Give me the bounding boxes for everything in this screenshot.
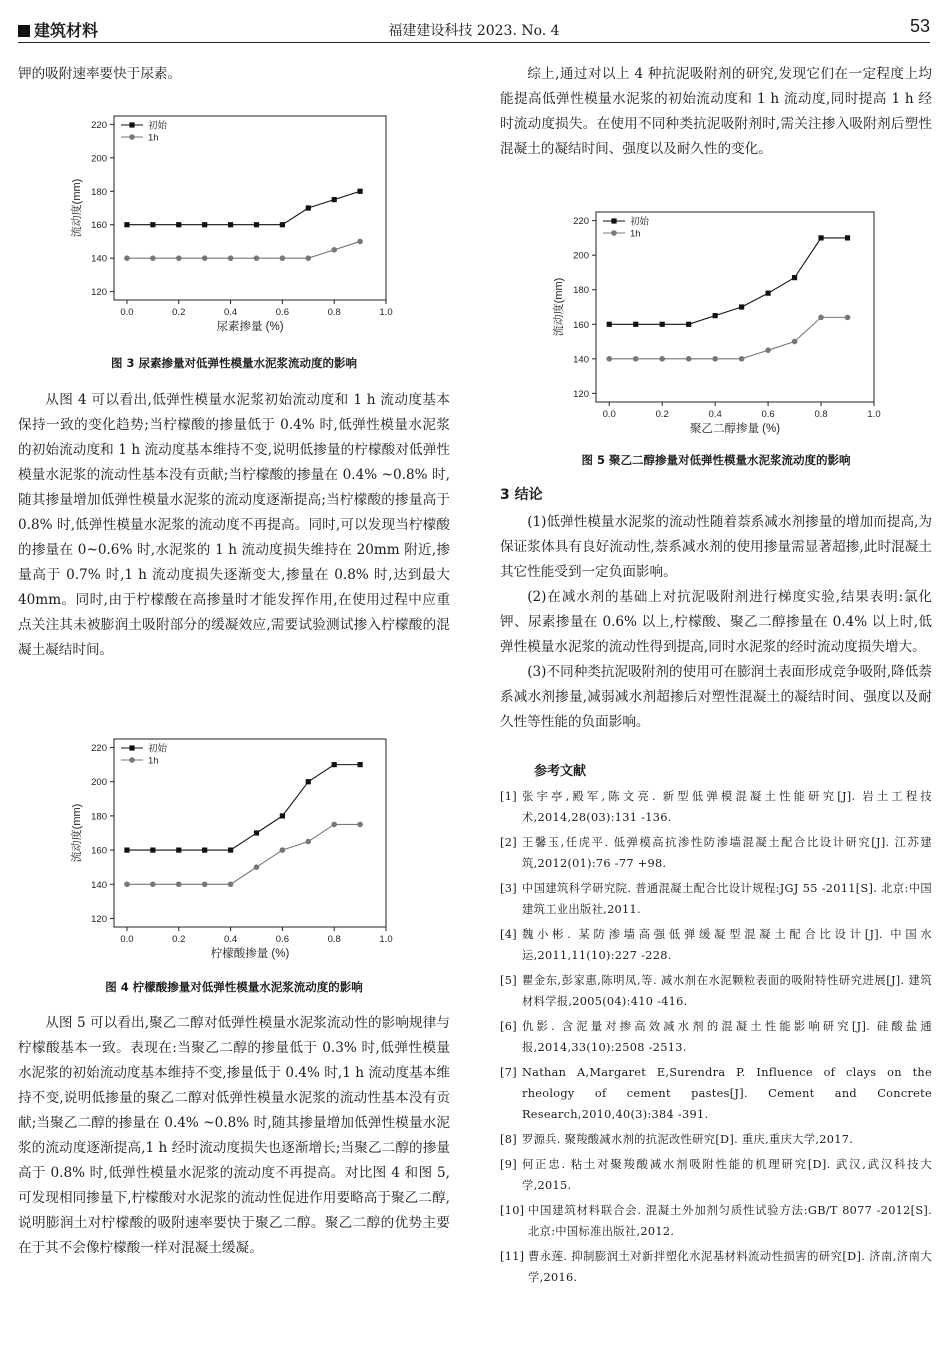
data-point-1h: [176, 881, 182, 887]
legend-label: 初始: [630, 216, 650, 228]
legend-label: 初始: [148, 120, 168, 132]
reference-text: 中国建筑材料联合会. 混凝土外加剂匀质性试验方法:GB/T 8077 -2012[S]. 北京:中国标准出版社,2012.: [528, 1204, 932, 1238]
data-point-1h: [254, 864, 260, 870]
y-tick-label: 220: [91, 119, 107, 131]
data-point-1h: [202, 255, 208, 261]
x-tick-label: 0.4: [708, 409, 722, 420]
plot-frame: [114, 116, 386, 300]
x-tick-label: 0.6: [275, 307, 289, 318]
section-label-text: 建筑材料: [34, 21, 99, 40]
data-point-1h: [357, 822, 363, 828]
plot-frame: [596, 212, 874, 402]
y-tick-label: 120: [573, 388, 589, 400]
series-line-1h: [127, 241, 360, 258]
y-tick-label: 180: [573, 285, 589, 297]
data-point-initial: [176, 222, 181, 227]
data-point-1h: [792, 339, 798, 345]
data-point-initial: [124, 847, 129, 852]
data-point-initial: [792, 275, 797, 280]
data-point-initial: [713, 313, 718, 318]
data-point-1h: [659, 356, 665, 362]
reference-item: [500, 924, 932, 966]
figure-4-chart: [66, 727, 396, 973]
reference-number: [7]: [500, 1066, 517, 1079]
x-tick-label: 0.4: [223, 934, 238, 945]
reference-number: [3]: [500, 882, 517, 895]
reference-number: [9]: [500, 1158, 517, 1171]
data-point-1h: [124, 255, 130, 261]
conclusion-1: (1)低弹性模量水泥浆的流动性随着萘系减水剂掺量的增加而提高,为保证浆体具有良好流动性,萘系减水剂的使用掺量需显著超掺,此时混凝土其它性能受到一定负面影响。: [500, 514, 932, 580]
reference-list: [500, 786, 932, 1292]
data-point-initial: [228, 222, 233, 227]
y-tick-label: 140: [573, 354, 589, 366]
data-point-initial: [686, 322, 691, 327]
reference-text: 张宇亭,殿军,陈文亮. 新型低弹模混凝土性能研究[J]. 岩土工程技术,2014,28(03):131 -136.: [522, 790, 932, 824]
figure-4-caption: 图 4 柠檬酸掺量对低弹性模量水泥浆流动度的影响: [105, 980, 363, 994]
data-point-initial: [818, 235, 823, 240]
left-text-bottom: [18, 1011, 450, 1261]
x-axis-label: 尿素掺量 (%): [216, 321, 284, 333]
data-point-initial: [150, 847, 155, 852]
y-tick-label: 180: [91, 186, 107, 198]
x-tick-label: 0.0: [602, 409, 616, 420]
reference-item: [500, 786, 932, 828]
data-point-initial: [660, 322, 665, 327]
reference-text: 瞿金东,彭家惠,陈明凤,等. 减水剂在水泥颗粒表面的吸附特性研究进展[J]. 建筑材料学报,2005(04):410 -416.: [522, 974, 932, 1008]
data-point-initial: [228, 847, 233, 852]
x-tick-label: 0.4: [223, 307, 238, 318]
data-point-1h: [124, 881, 130, 887]
figure-3: [66, 104, 396, 346]
reference-number: [8]: [500, 1133, 517, 1146]
paragraph: 钾的吸附速率要快于尿素。: [18, 66, 182, 82]
y-axis-label: 流动度(mm): [553, 277, 565, 337]
data-point-initial: [332, 197, 337, 202]
legend-marker-circle: [611, 230, 617, 236]
legend-label: 初始: [148, 743, 168, 755]
x-tick-label: 0.2: [172, 307, 186, 318]
data-point-1h: [765, 347, 771, 353]
data-point-1h: [633, 356, 639, 362]
y-tick-label: 180: [91, 811, 107, 823]
x-tick-label: 1.0: [379, 934, 393, 945]
page-header: [18, 18, 930, 43]
y-tick-label: 200: [91, 777, 107, 789]
data-point-1h: [712, 356, 718, 362]
x-tick-label: 0.2: [655, 409, 669, 420]
data-point-initial: [357, 762, 362, 767]
reference-item: [500, 970, 932, 1012]
reference-text: Nathan A,Margaret E,Surendra P. Influence of clays on the rheology of cement pastes[J]. Cement and Concrete Research,2010,40(3):384 -391.: [522, 1066, 932, 1121]
y-tick-label: 200: [573, 250, 589, 262]
data-point-initial: [739, 304, 744, 309]
reference-item: [500, 1016, 932, 1058]
conclusions: [500, 510, 932, 735]
right-text-top: [500, 62, 932, 162]
section-heading: 3 结论: [500, 487, 543, 503]
reference-item: [500, 1062, 932, 1125]
data-point-1h: [606, 356, 612, 362]
data-point-1h: [280, 255, 286, 261]
data-point-initial: [254, 830, 259, 835]
y-tick-label: 220: [91, 743, 107, 755]
reference-text: 王馨玉,任虎平. 低弹模高抗渗性防渗墙混凝土配合比设计研究[J]. 江苏建筑,2012(01):76 -77 +98.: [522, 836, 932, 870]
series-line-1h: [127, 824, 360, 884]
figure-5-chart: [548, 200, 884, 448]
x-tick-label: 1.0: [867, 409, 881, 420]
reference-text: 何正忠. 粘土对聚羧酸减水剂吸附性能的机理研究[D]. 武汉,武汉科技大学,2015.: [522, 1158, 932, 1192]
legend-marker-square: [129, 745, 134, 750]
reference-item: [500, 832, 932, 874]
y-axis-label: 流动度(mm): [71, 178, 83, 238]
reference-number: [6]: [500, 1020, 517, 1033]
figure-3-caption: 图 3 尿素掺量对低弹性模量水泥浆流动度的影响: [110, 356, 357, 370]
reference-number: [1]: [500, 790, 517, 803]
reference-number: [4]: [500, 928, 517, 941]
y-tick-label: 160: [91, 845, 107, 857]
data-point-1h: [150, 255, 156, 261]
legend-marker-square: [129, 122, 134, 127]
data-point-1h: [254, 255, 260, 261]
legend-label: 1h: [148, 132, 159, 144]
y-tick-label: 160: [91, 220, 107, 232]
conclusion-2: (2)在减水剂的基础上对抗泥吸附剂进行梯度实验,结果表明:氯化钾、尿素掺量在 0.6% 以上,柠檬酸、聚乙二醇掺量在 0.4% 以上时,低弹性模量水泥浆的流动性得到提高,同时水泥浆的经时流动度损失增大。: [500, 589, 932, 655]
y-axis-label: 流动度(mm): [71, 803, 83, 863]
series-line-initial: [127, 765, 360, 850]
data-point-initial: [607, 322, 612, 327]
x-tick-label: 0.2: [172, 934, 186, 945]
y-tick-label: 200: [91, 153, 107, 165]
data-point-1h: [176, 255, 182, 261]
data-point-initial: [124, 222, 129, 227]
data-point-1h: [331, 247, 337, 253]
x-tick-label: 1.0: [379, 307, 393, 318]
figure-5: [548, 200, 884, 448]
y-tick-label: 220: [573, 216, 589, 228]
reference-number: [11]: [500, 1250, 525, 1263]
x-tick-label: 0.8: [327, 934, 341, 945]
reference-item: [500, 1246, 932, 1288]
x-tick-label: 0.0: [120, 934, 134, 945]
data-point-1h: [202, 881, 208, 887]
left-text-middle: [18, 388, 450, 663]
data-point-1h: [818, 315, 824, 321]
reference-text: 魏小彬. 某防渗墙高强低弹缓凝型混凝土配合比设计[J]. 中国水运,2011,11(10):227 -228.: [522, 928, 932, 962]
y-tick-label: 120: [91, 287, 107, 299]
data-point-initial: [254, 222, 259, 227]
data-point-1h: [845, 315, 851, 321]
data-point-1h: [357, 239, 363, 245]
data-point-1h: [280, 847, 286, 853]
data-point-1h: [739, 356, 745, 362]
reference-text: 中国建筑科学研究院. 普通混凝土配合比设计规程:JGJ 55 -2011[S]. 北京:中国建筑工业出版社,2011.: [522, 882, 932, 916]
data-point-initial: [176, 847, 181, 852]
x-tick-label: 0.0: [120, 307, 134, 318]
data-point-initial: [202, 847, 207, 852]
left-text-top: [18, 62, 450, 87]
y-tick-label: 140: [91, 253, 107, 265]
data-point-initial: [845, 235, 850, 240]
x-tick-label: 0.8: [814, 409, 828, 420]
figure-4: [66, 727, 396, 973]
reference-item: [500, 1129, 932, 1150]
reference-number: [10]: [500, 1204, 525, 1217]
y-tick-label: 140: [91, 879, 107, 891]
data-point-1h: [305, 255, 311, 261]
paragraph: 综上,通过对以上 4 种抗泥吸附剂的研究,发现它们在一定程度上均能提高低弹性模量水泥浆的初始流动度和 1 h 流动度,同时提高 1 h 经时流动度损失。在使用不同种类抗泥吸附剂时,需关注掺入吸附剂后塑性混凝土的凝结时间、强度以及耐久性的变化。: [500, 66, 932, 157]
x-tick-label: 0.6: [761, 409, 775, 420]
plot-frame: [114, 739, 386, 927]
data-point-initial: [306, 779, 311, 784]
legend-label: 1h: [148, 755, 159, 767]
x-tick-label: 0.6: [275, 934, 289, 945]
reference-number: [2]: [500, 836, 517, 849]
reference-item: [500, 878, 932, 920]
references-heading: 参考文献: [534, 764, 587, 779]
data-point-1h: [305, 839, 311, 845]
data-point-initial: [332, 762, 337, 767]
figure-5-caption: 图 5 聚乙二醇掺量对低弹性模量水泥浆流动度的影响: [581, 453, 851, 467]
legend-label: 1h: [630, 228, 641, 240]
data-point-1h: [686, 356, 692, 362]
reference-text: 罗源兵. 聚羧酸减水剂的抗泥改性研究[D]. 重庆,重庆大学,2017.: [522, 1133, 854, 1146]
series-line-initial: [609, 238, 847, 324]
paragraph: 从图 4 可以看出,低弹性模量水泥浆初始流动度和 1 h 流动度基本保持一致的变化趋势;当柠檬酸的掺量低于 0.4% 时,低弹性模量水泥浆的初始流动度和 1 h 流动度基本维持不变,说明低掺量的柠檬酸对低弹性模量水泥浆的流动性基本没有贡献;当柠檬酸的掺量在 0.4% ~0.8% 时,随其掺量增加低弹性模量水泥浆的流动度逐渐提高;当柠檬酸的掺量高于 0.8% 时,低弹性模量水泥浆的流动度不再提高。同时,可以发现当柠檬酸的掺量在 0~0.6% 时,水泥浆的 1 h 流动度损失维持在 20mm 附近,掺量高于 0.7% 时,1 h 流动度损失逐渐变大,掺量在 0.8% 时,达到最大 40mm。同时,由于柠檬酸在高掺量时才能发挥作用,在使用过程中应重点关注其未被膨润土吸附部分的缓凝效应,需要试验测试掺入柠檬酸的混凝土凝结时间。: [18, 392, 450, 658]
data-point-initial: [280, 222, 285, 227]
x-tick-label: 0.8: [327, 307, 341, 318]
conclusion-3: (3)不同种类抗泥吸附剂的使用可在膨润土表面形成竞争吸附,降低萘系减水剂掺量,减弱减水剂超掺后对塑性混凝土的凝结时间、强度以及耐久性等性能的负面影响。: [500, 664, 932, 730]
reference-item: [500, 1200, 932, 1242]
page-number: 53: [909, 16, 930, 36]
x-axis-label: 柠檬酸掺量 (%): [210, 948, 290, 960]
data-point-1h: [228, 881, 234, 887]
legend-marker-square: [611, 218, 616, 223]
data-point-initial: [633, 322, 638, 327]
series-line-1h: [609, 317, 847, 358]
reference-item: [500, 1154, 932, 1196]
data-point-initial: [306, 205, 311, 210]
journal-title: 福建建设科技 2023. No. 4: [388, 23, 560, 39]
legend-marker-circle: [129, 134, 135, 140]
legend-marker-circle: [129, 757, 135, 763]
reference-text: 曹永莲. 抑制膨润土对新拌塑化水泥基材料流动性损害的研究[D]. 济南,济南大学,2016.: [528, 1250, 932, 1284]
series-line-initial: [127, 191, 360, 224]
data-point-initial: [357, 189, 362, 194]
y-tick-label: 120: [91, 913, 107, 925]
data-point-initial: [765, 291, 770, 296]
reference-text: 仇影. 含泥量对掺高效减水剂的混凝土性能影响研究[J]. 硅酸盐通报,2014,33(10):2508 -2513.: [522, 1020, 932, 1054]
y-tick-label: 160: [573, 319, 589, 331]
data-point-initial: [202, 222, 207, 227]
figure-3-chart: [66, 104, 396, 346]
data-point-initial: [280, 813, 285, 818]
paragraph: 从图 5 可以看出,聚乙二醇对低弹性模量水泥浆流动性的影响规律与柠檬酸基本一致。表现在:当聚乙二醇的掺量低于 0.3% 时,低弹性模量水泥浆的初始流动度基本维持不变,掺量低于 0.4% 时,1 h 流动度基本维持不变,说明低掺量的聚乙二醇对低弹性模量水泥浆的流动性基本没有贡献;当聚乙二醇的掺量在 0.4% ~0.8% 时,随其掺量增加低弹性模量水泥浆的流动度逐渐提高,1 h 经时流动度损失也逐渐增长;当聚乙二醇的掺量高于 0.8% 时,低弹性模量水泥浆的流动度不再提高。对比图 4 和图 5,可发现相同掺量下,柠檬酸对水泥浆的流动性促进作用要略高于聚乙二醇,说明膨润土对柠檬酸的吸附速率要快于聚乙二醇。聚乙二醇的优势主要在于其不会像柠檬酸一样对混凝土缓凝。: [18, 1015, 450, 1256]
data-point-1h: [331, 822, 337, 828]
data-point-initial: [150, 222, 155, 227]
data-point-1h: [228, 255, 234, 261]
data-point-1h: [150, 881, 156, 887]
x-axis-label: 聚乙二醇掺量 (%): [689, 423, 781, 435]
reference-number: [5]: [500, 974, 517, 987]
